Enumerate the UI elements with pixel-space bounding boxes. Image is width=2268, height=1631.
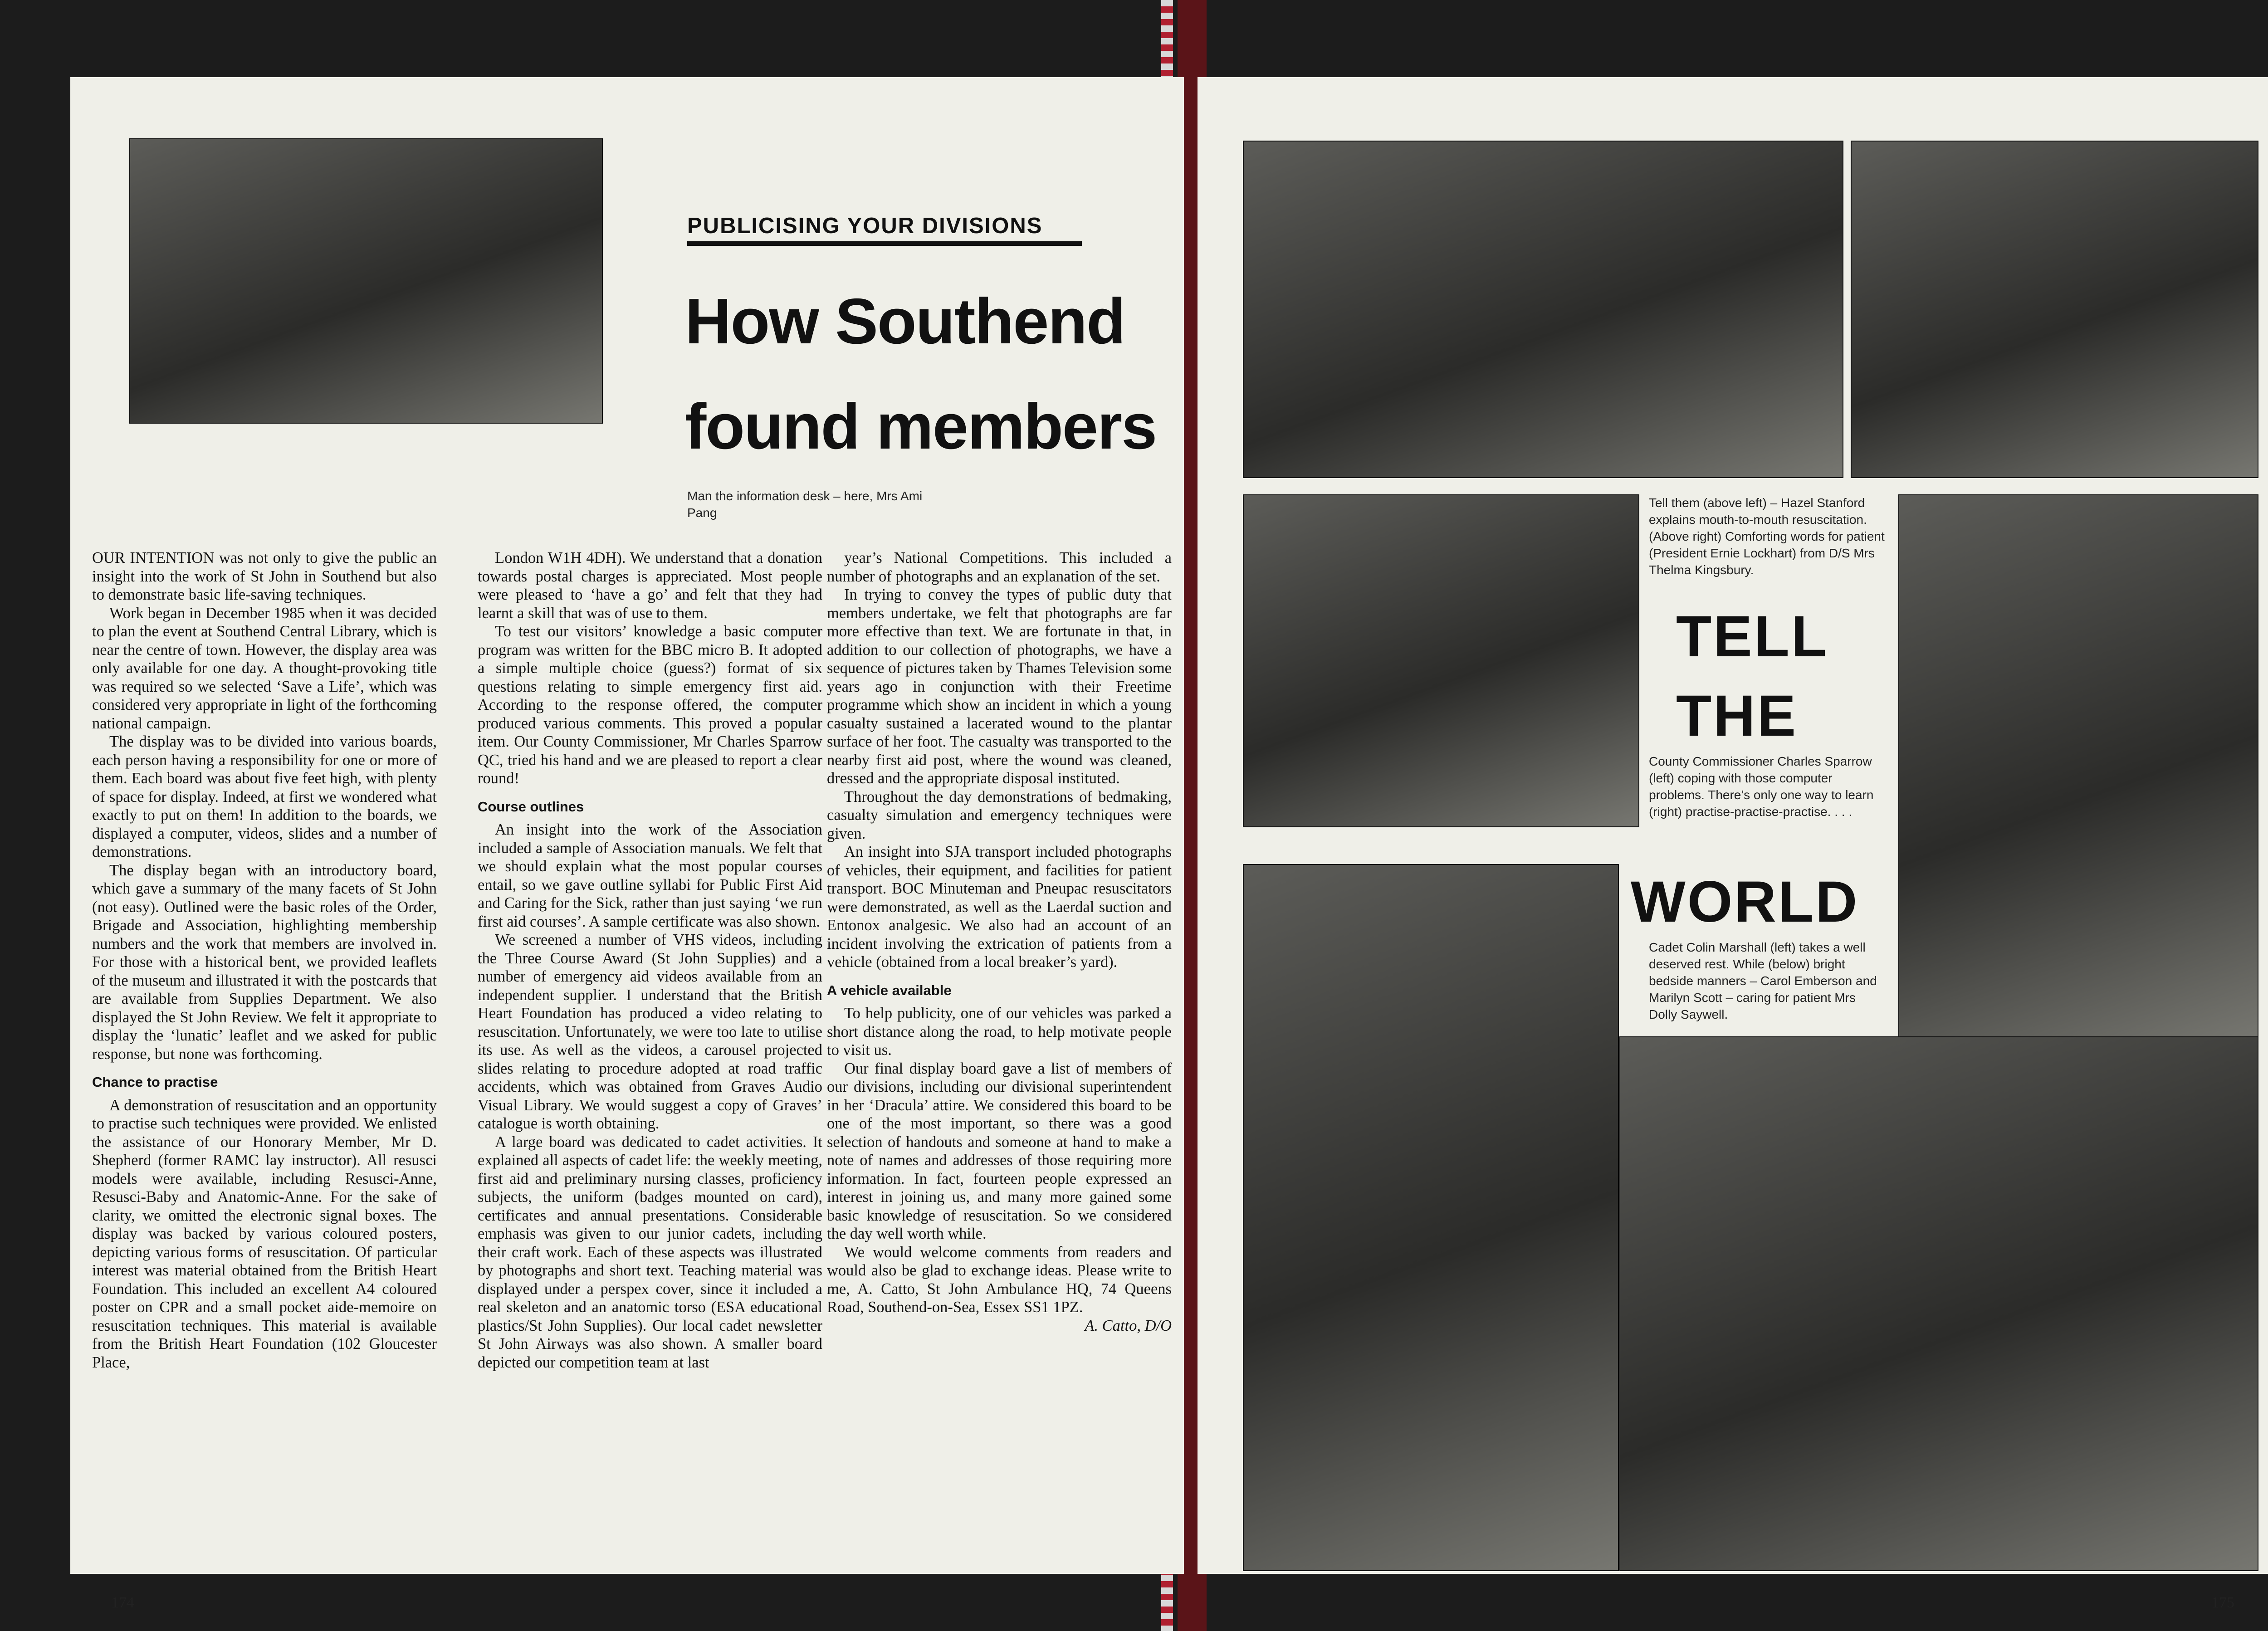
article-subheading: Chance to practise: [92, 1074, 218, 1090]
article-paragraph: To test our visitors’ knowledge a basic computer program was written for the BBC micro B. It adopted a simple multiple choice (guess?) format of six questions relating to simple emergency first aid. According to the response offered, the computer produced various comments. This proved a popular item. Our County Commissioner, Mr Charles Sparrow QC, tried his hand and we are pleased to report a clear round!: [478, 623, 822, 787]
article-signoff: A. Catto, D/O: [1085, 1317, 1172, 1334]
big-word-tell: TELL: [1676, 604, 1828, 669]
article-paragraph: OUR INTENTION was not only to give the public an insight into the work of St John in Southend but also to demonstrate basic life-saving techniques.: [92, 549, 437, 603]
article-paragraph: Our final display board gave a list of members of our divisions, including our divisional superintendent in her ‘Dracula’ attire. We considered this board to be one of the most important, so there was a good selection of handouts and someone at hand to make a note of names and addresses of those requiring more information. In fact, fourteen people expressed an interest in joining us, and many more gained some basic knowledge of resuscitation. So we considered the day well worth while.: [827, 1060, 1172, 1242]
article-paragraph: Throughout the day demonstrations of bedmaking, casualty simulation and emergency techniques were given.: [827, 788, 1172, 842]
article-paragraph: We screened a number of VHS videos, including the Three Course Award (St John Supplies) and a number of emergency aid videos available from an independent supplier. I understand that the British Heart Foundation has produced a video relating to resuscitation. Unfortunately, we were too late to utilise its use. As well as the videos, a carousel projected slides relating to procedure adopted at road traffic accidents, which was obtained from Graves Audio Visual Library. We would suggest a copy of Graves’ catalogue is worth obtaining.: [478, 931, 822, 1132]
page-number-right: 175: [2211, 1594, 2234, 1611]
photo-bedside-manners: [1619, 1036, 2258, 1571]
article-paragraph: The display began with an introductory board, which gave a summary of the many facets of St John (not easy). Outlined were the basic roles of the Order, Brigade and Association, highlighting membership numbers and the work that members are involved in. For those with a historical bent, we provided leaflets of the museum and illustrated it with the postcards that are available from Supplies Department. We also displayed the St John Review. We felt it appropriate to display the ‘lunatic’ leaflet and we asked for public response, but none was forthcoming.: [92, 861, 437, 1063]
article-paragraph: To help publicity, one of our vehicles was parked a short distance along the road, to help motivate people to visit us.: [827, 1005, 1172, 1059]
article-column-2: [478, 549, 822, 1372]
section-kicker: PUBLICISING YOUR DIVISIONS: [687, 213, 1082, 246]
left-page: [70, 77, 1184, 1611]
article-paragraph: A demonstration of resuscitation and an opportunity to practise such techniques were provided. We enlisted the assistance of our Honorary Member, Mr D. Shepherd (former RAMC lay instructor). All resusci models were available, including Resusci-Anne, Resusci-Baby and Anatomic-Anne. For the sake of clarity, we omitted the electronic signal boxes. The display was backed by various coloured posters, depicting various forms of resuscitation. Of particular interest was material obtained from the British Heart Foundation. This included an excellent A4 coloured poster on CPR and a small pocket aide-memoire on resuscitation techniques. This material is available from the British Heart Foundation (102 Gloucester Place,: [92, 1096, 437, 1371]
article-paragraph: An insight into SJA transport included photographs of vehicles, their equipment, and facilities for patient transport. BOC Minuteman and Pneupac resuscitators were demonstrated, as well as the Laerdal suction and Entonox analgesic. We also had an account of an incident involving the extrication of patients from a vehicle (obtained from a local breaker’s yard).: [827, 843, 1172, 971]
article-paragraph: A large board was dedicated to cadet activities. It explained all aspects of cadet life: the weekly meeting, first aid and preliminary nursing classes, proficiency subjects, the uniform (badges mounted on card), certificates and annual presentations. Considerable emphasis was given to our junior cadets, including their craft work. Each of these aspects was illustrated by photographs and short text. Teaching material was displayed under a perspex cover, since it included a real skeleton and an anatomic torso (ESA educational plastics/St John Supplies). Our local cadet newsletter St John Airways was also shown. A smaller board depicted our competition team at last: [478, 1133, 822, 1371]
article-column-3: [827, 549, 1172, 1335]
article-subheading: Course outlines: [478, 798, 584, 815]
big-word-world: WORLD: [1631, 869, 1859, 934]
photo-practise-resuscitation: [1898, 494, 2258, 1040]
article-paragraph: The display was to be divided into various boards, each person having a responsibility for one or more of them. Each board was about five feet high, with plenty of space for display. Indeed, at first we wondered what exactly to put on them! In addition to the boards, we displayed a computer, videos, slides and a number of demonstrations.: [92, 733, 437, 860]
photo-cadet-resting: [1243, 864, 1619, 1571]
caption-cadet: Cadet Colin Marshall (left) takes a well deserved rest. While (below) bright bedside manners – Carol Emberson and Marilyn Scott – caring for patient Mrs Dolly Saywell.: [1649, 940, 1877, 1021]
headline-line-1: How Southend: [685, 285, 1125, 357]
photo-mouth-to-mouth: [1243, 141, 1843, 478]
article-subheading: A vehicle available: [827, 982, 952, 998]
article-paragraph: We would welcome comments from readers and would also be glad to exchange ideas. Please write to me, A. Catto, St John Ambulance HQ, 74 Queens Road, Southend-on-Sea, Essex SS1 1PZ.: [827, 1243, 1172, 1316]
caption-county-commissioner: County Commissioner Charles Sparrow (left) coping with those computer problems. There’s only one way to learn (right) practise-practise-practise. . . .: [1649, 754, 1874, 819]
article-paragraph: London W1H 4DH). We understand that a donation towards postal charges is appreciated. Most people were pleased to ‘have a go’ and felt that they had learnt a skill that was of use to them.: [478, 549, 822, 622]
article-paragraph: year’s National Competitions. This included a number of photographs and an explanation of the set.: [827, 549, 1172, 585]
photo-comforting-patient: [1851, 141, 2258, 478]
headline-line-2: found members: [685, 391, 1157, 463]
article-column-1: [92, 549, 437, 1372]
big-word-the: THE: [1676, 684, 1798, 748]
article-paragraph: Work began in December 1985 when it was decided to plan the event at Southend Central Library, which is near the centre of town. However, the display area was only available for one day. A thought-provoking title was required so we selected ‘Save a Life’, which was considered very appropriate in light of the forthcoming national campaign.: [92, 604, 437, 732]
photo-caption-desk: Man the information desk – here, Mrs Ami Pang: [687, 489, 923, 520]
article-paragraph: In trying to convey the types of public duty that members undertake, we felt that photographs are far more effective than text. We are fortunate in that, in addition to our collection of photographs, we have a sequence of pictures taken by Thames Television some years ago in conjunction with their Freetime programme which show an incident in which a young casualty sustained a lacerated wound to the plantar surface of her foot. The casualty was transported to the nearby first aid post, where the wound was cleaned, dressed and the appropriate disposal instituted.: [827, 586, 1172, 787]
caption-tell-them: Tell them (above left) – Hazel Stanford explains mouth-to-mouth resuscitation. (Above right) Comforting words for patient (President Ernie Lockhart) from D/S Mrs Thelma Kingsbury.: [1649, 496, 1885, 577]
right-page: [1198, 77, 2268, 1611]
photo-computer-problems: [1243, 494, 1639, 827]
article-paragraph: An insight into the work of the Association included a sample of Association manuals. We felt that we should explain what the most popular courses entail, so we gave outline syllabi for Public First Aid and Caring for the Sick, rather than just saying ‘we run first aid courses’. A sample certificate was also shown.: [478, 821, 822, 930]
page-number-left: 174: [111, 1594, 134, 1611]
photo-information-desk: [129, 138, 603, 424]
